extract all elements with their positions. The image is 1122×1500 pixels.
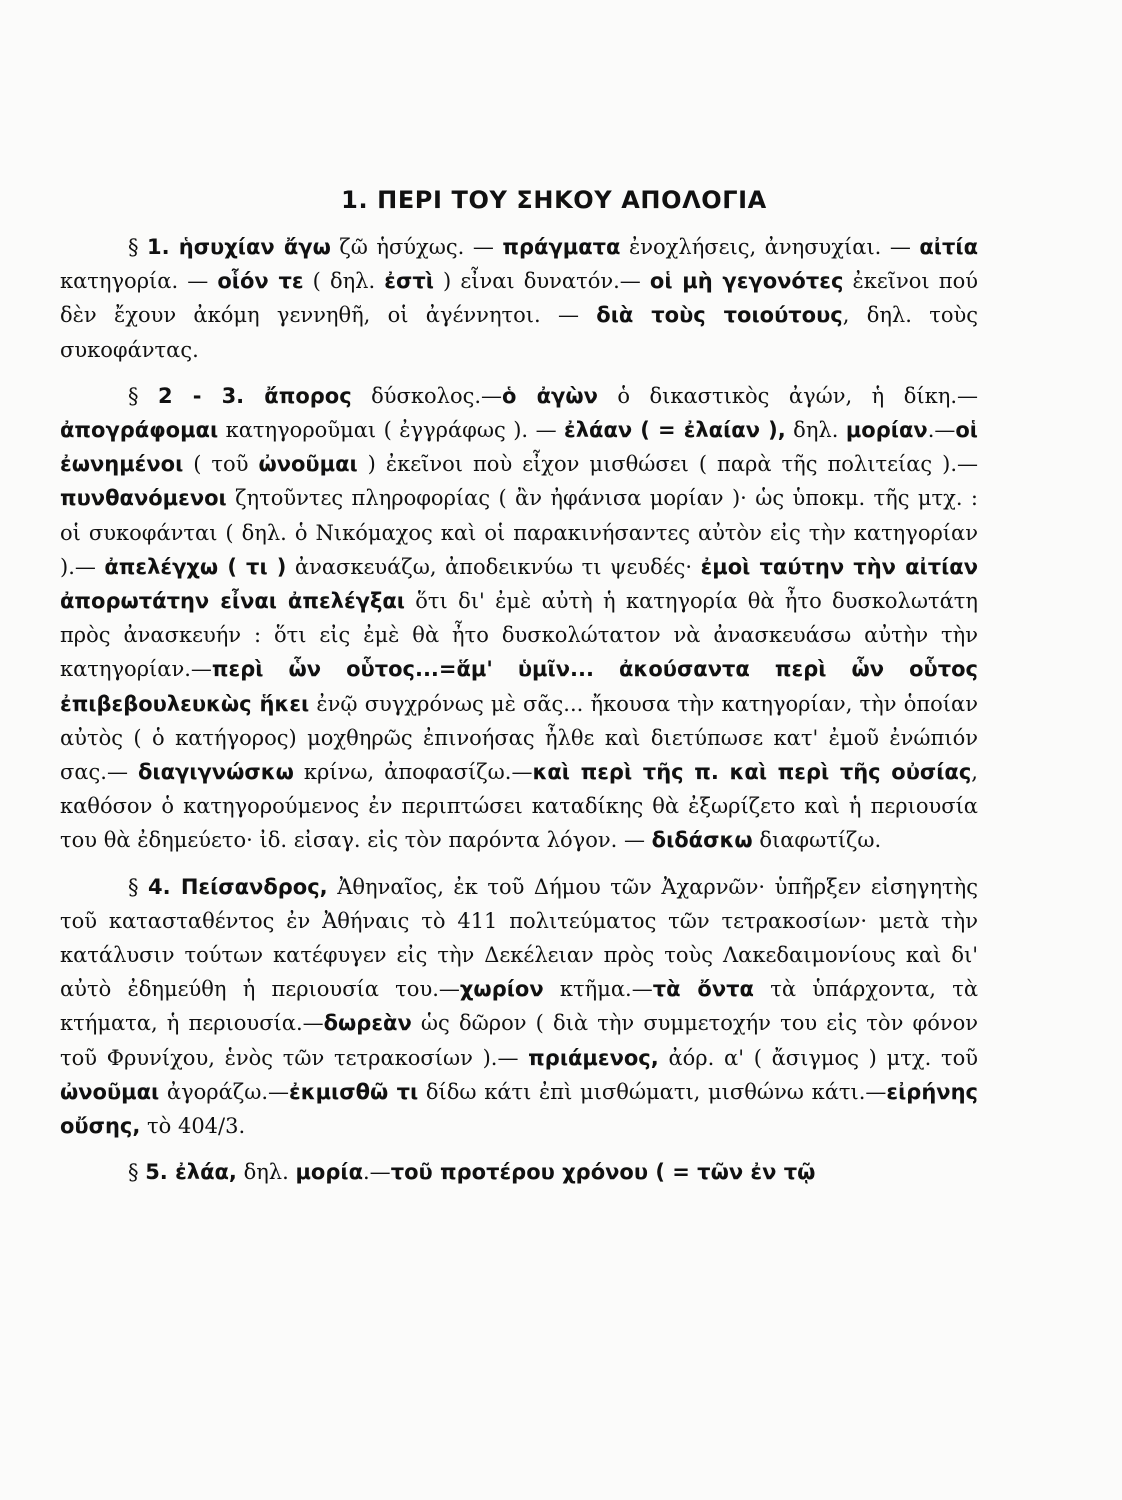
lemma-term: ἐμοὶ ταύτην τὴν αἰτίαν ἀπορωτάτην εἶναι ἀπελέγξαι xyxy=(60,554,979,614)
gloss-text: ζητοῦντες πληροφορίας ( ἂν ἠφάνισα μορίαν )· ὡς ὑποκμ. τῆς μτχ. : οἱ συκοφάνται ( δηλ. ὁ Νικόμαχος καὶ οἱ παρακινήσαντες αὐτὸν εἰς τὴν κατηγορίαν ).— xyxy=(60,486,978,579)
gloss-text: διαφωτίζω. xyxy=(752,828,882,853)
gloss-text: τὰ ὑπάρχοντα, τὰ κτήματα, ἡ περιουσία.— xyxy=(60,977,979,1036)
lemma-term: διαγιγνώσκω xyxy=(137,760,294,785)
lemma-term: 4. Πείσανδρος, xyxy=(148,874,328,899)
gloss-text: ἐνοχλήσεις, ἀνησυχίαι. — xyxy=(620,235,920,259)
lemma-term: δωρεὰν xyxy=(323,1011,412,1036)
gloss-text: κατηγορία. — xyxy=(60,269,218,294)
lemma-term: οἷόν τε xyxy=(217,269,304,294)
gloss-text: κτῆμα.— xyxy=(543,977,653,1002)
lemma-term: ὠνοῦμαι xyxy=(258,452,358,477)
lemma-term: τοῦ προτέρου χρόνου ( = τῶν ἐν τῷ xyxy=(390,1160,816,1185)
gloss-text: .— xyxy=(363,1160,391,1185)
gloss-text: τὸ 404/3. xyxy=(140,1114,246,1139)
page-content xyxy=(60,186,978,1201)
gloss-text: ( τοῦ xyxy=(183,452,259,477)
lemma-term: ἀπελέγχω ( τι ) xyxy=(104,554,287,579)
gloss-text: ἀγοράζω.— xyxy=(159,1079,289,1104)
paragraph-section-1 xyxy=(60,230,978,367)
lemma-term: οἱ μὴ γεγονότες xyxy=(649,269,844,294)
lemma-term: καὶ περὶ τῆς π. καὶ περὶ τῆς οὐσίας xyxy=(532,760,972,785)
gloss-text: δύσκολος.— xyxy=(351,383,503,408)
gloss-text: ὡς δῶρον ( διὰ τὴν συμμετοχήν του εἰς τὸν φόνον τοῦ Φρυνίχου, ἑνὸς τῶν τετρακοσίων ).— xyxy=(60,1011,979,1070)
gloss-text: δηλ. xyxy=(236,1160,296,1185)
gloss-text: δηλ. xyxy=(785,418,846,443)
lemma-term: διδάσκω xyxy=(651,828,753,853)
gloss-text: ) ἐκεῖνοι ποὺ εἶχον μισθώσει ( παρὰ τῆς πολιτείας ).— xyxy=(357,452,978,477)
lemma-term: ἐλάαν ( = ἐλαίαν ), xyxy=(564,418,786,443)
lemma-term: ἀπογράφομαι xyxy=(60,418,219,443)
gloss-text: , δηλ. τοὺς συκοφάντας. xyxy=(60,303,978,362)
gloss-text: , καθόσον ὁ κατηγορούμενος ἐν περιπτώσει καταδίκης θὰ ἐξωρίζετο καὶ ἡ περιουσία του θὰ ἐδημεύετο· ἰδ. εἰσαγ. εἰς τὸν παρόντα λόγον. — xyxy=(60,760,978,853)
gloss-text: § xyxy=(128,383,158,408)
gloss-text: κρίνω, ἀποφασίζω.— xyxy=(293,760,533,785)
gloss-text: § xyxy=(128,235,148,259)
gloss-text: .— xyxy=(927,418,956,443)
gloss-text: ζῶ ἡσύχως. — xyxy=(330,235,503,259)
lemma-term: ὠνοῦμαι xyxy=(60,1079,160,1104)
lemma-term: 2 - 3. ἄπορος xyxy=(158,383,352,408)
gloss-text: § xyxy=(128,1160,146,1185)
lemma-term: χωρίον xyxy=(459,977,544,1002)
paragraph-section-4 xyxy=(60,870,978,1144)
lemma-term: πράγματα xyxy=(502,235,621,259)
gloss-text: δίδω κάτι ἐπὶ μισθώματι, μισθώνω κάτι.— xyxy=(418,1079,887,1104)
lemma-term: ἐκμισθῶ τι xyxy=(289,1079,419,1104)
paragraph-section-5 xyxy=(60,1155,978,1189)
gloss-text: ( δηλ. xyxy=(303,269,385,294)
gloss-text: ὅτι δι' ἐμὲ αὐτὴ ἡ κατηγορία θὰ ἦτο δυσκολωτάτη πρὸς ἀνασκευήν : ὅτι εἰς ἐμὲ θὰ ἦτο δυσκολώτατον νὰ ἀνασκευάσω αὐτὴν τὴν κατηγορίαν.— xyxy=(60,589,978,682)
gloss-text: § xyxy=(128,874,149,899)
paragraph-section-2-3 xyxy=(60,379,978,858)
gloss-text: Ἀθηναῖος, ἐκ τοῦ Δήμου τῶν Ἀχαρνῶν· ὑπῆρξεν εἰσηγητὴς τοῦ κατασταθέντος ἐν Ἀθήναις τὸ 411 πολιτεύματος τῶν τετρακοσίων· μετὰ τὴν κατάλυσιν τούτων κατέφυγεν εἰς τὴν Δεκέλειαν πρὸς τοὺς Λακεδαιμονίους καὶ δι' αὐτὸ ἐδημεύθη ἡ περιουσία του.— xyxy=(60,874,978,1002)
gloss-text: ἐκεῖνοι πού δὲν ἔχουν ἀκόμη γεννηθῆ, οἱ ἀγέννητοι. — xyxy=(60,269,978,328)
chapter-heading: 1. ΠΕΡΙ ΤΟΥ ΣΗΚΟΥ ΑΠΟΛΟΓΙΑ xyxy=(341,186,767,214)
lemma-term: περὶ ὧν οὗτος...=ἅμ' ὑμῖν... ἀκούσαντα περὶ ὧν οὗτος ἐπιβεβουλευκὼς ἥκει xyxy=(60,657,978,716)
lemma-term: μορία xyxy=(295,1160,363,1185)
gloss-text: ἐνῷ συγχρόνως μὲ σᾶς... ἤκουσα τὴν κατηγορίαν, τὴν ὁποίαν αὐτὸς ( ὁ κατήγορος) μοχθηρῶς ἐπινοήσας ἦλθε καὶ διετύπωσε κατ' ἐμοῦ ἐνώπιόν σας.— xyxy=(60,691,978,785)
lemma-term: πυνθανόμενοι xyxy=(60,486,227,511)
lemma-term: τὰ ὄντα xyxy=(652,977,754,1002)
gloss-text: ἀνασκευάζω, ἀποδεικνύω τι ψευδές· xyxy=(286,554,701,579)
lemma-term: εἰρήνης οὔσης, xyxy=(60,1079,978,1139)
gloss-text: κατηγοροῦμαι ( ἐγγράφως ). — xyxy=(218,418,565,443)
lemma-term: 5. ἐλάα, xyxy=(145,1160,237,1185)
commentary-body xyxy=(60,230,978,1189)
lemma-term: ὁ ἀγὼν xyxy=(502,383,598,408)
gloss-text: ) εἶναι δυνατόν.— xyxy=(433,269,650,294)
lemma-term: διὰ τοὺς τοιούτους xyxy=(596,303,843,328)
lemma-term: ἐστὶ xyxy=(384,269,434,294)
lemma-term: οἱ ἐωνημένοι xyxy=(60,418,978,477)
gloss-text: ὁ δικαστικὸς ἀγών, ἡ δίκη.— xyxy=(597,383,978,408)
lemma-term: μορίαν xyxy=(845,418,928,443)
lemma-term: αἰτία xyxy=(919,235,978,259)
lemma-term: 1. ἡσυχίαν ἄγω xyxy=(147,235,331,259)
lemma-term: πριάμενος, xyxy=(528,1045,659,1070)
gloss-text: ἀόρ. α' ( ἄσιγμος ) μτχ. τοῦ xyxy=(658,1045,978,1070)
